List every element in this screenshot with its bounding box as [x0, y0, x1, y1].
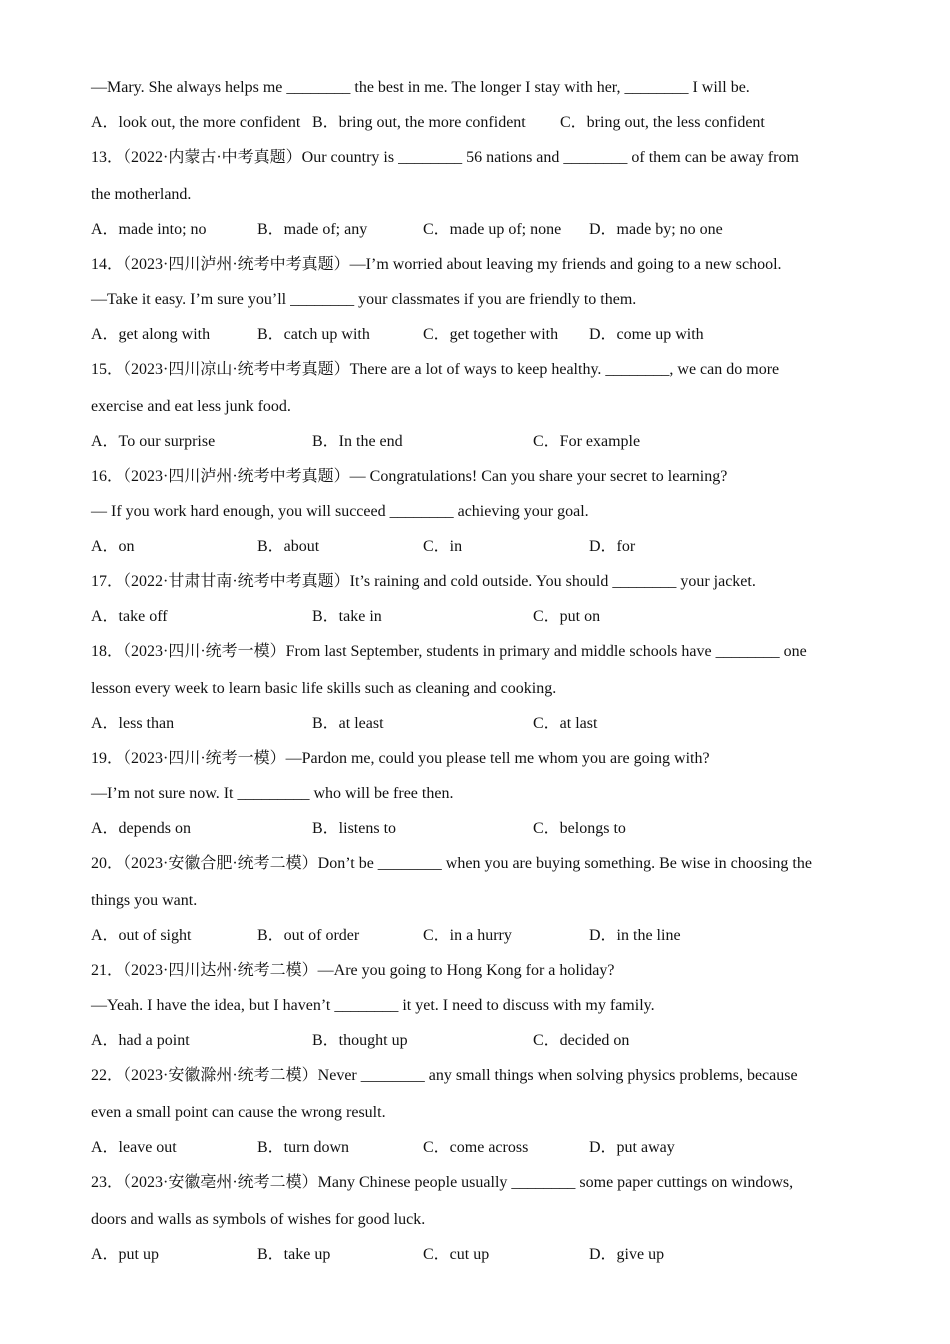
option-a: A．leave out — [91, 1139, 177, 1156]
question-text-line: —Mary. She always helps me ________ the best in me. The longer I stay with her, ________ I will be. — [91, 79, 750, 96]
option-b: B．listens to — [312, 820, 397, 837]
option-a: A．made into; no — [91, 221, 207, 238]
option-b: B．In the end — [312, 433, 403, 450]
option-b: B．made of; any — [257, 221, 368, 238]
option-c: C．made up of; none — [423, 221, 562, 238]
question-text-line: lesson every week to learn basic life skills such as cleaning and cooking. — [91, 680, 557, 697]
option-c: C．in a hurry — [423, 927, 512, 944]
question-text-line: 18．（2023·四川·统考一模）From last September, students in primary and middle schools have ________ one — [91, 643, 807, 660]
option-a: A．less than — [91, 715, 175, 732]
option-c: C．come across — [423, 1139, 529, 1156]
question-text-line: 15．（2023·四川凉山·统考中考真题）There are a lot of ways to keep healthy. ________, we can do more — [91, 361, 780, 378]
question-text-line: —Take it easy. I’m sure you’ll ________ your classmates if you are friendly to them. — [91, 291, 637, 308]
option-b: B．out of order — [257, 927, 360, 944]
option-c: C．cut up — [423, 1246, 490, 1263]
question-text-line: —Yeah. I have the idea, but I haven’t ________ it yet. I need to discuss with my family. — [91, 997, 655, 1014]
option-b: B．catch up with — [257, 326, 370, 343]
question-text-line: the motherland. — [91, 186, 192, 203]
option-a: A．depends on — [91, 820, 191, 837]
option-b: B．bring out, the more confident — [312, 114, 526, 131]
question-text-line: exercise and eat less junk food. — [91, 398, 291, 415]
option-c: C．get together with — [423, 326, 559, 343]
question-text-line: 20．（2023·安徽合肥·统考二模）Don’t be ________ when you are buying something. Be wise in choosing the — [91, 855, 812, 872]
option-c: C．decided on — [533, 1032, 630, 1049]
question-text-line: —I’m not sure now. It _________ who will be free then. — [91, 785, 454, 802]
option-d: D．come up with — [589, 326, 704, 343]
option-a: A．take off — [91, 608, 168, 625]
question-text-line: 22．（2023·安徽滁州·统考二模）Never ________ any small things when solving physics problems, because — [91, 1067, 798, 1084]
question-text-line: doors and walls as symbols of wishes for good luck. — [91, 1211, 426, 1228]
option-d: D．put away — [589, 1139, 675, 1156]
option-a: A．get along with — [91, 326, 211, 343]
option-b: B．thought up — [312, 1032, 408, 1049]
option-b: B．turn down — [257, 1139, 350, 1156]
option-c: C．at last — [533, 715, 598, 732]
option-c: C．bring out, the less confident — [560, 114, 765, 131]
question-text-line: 14．（2023·四川泸州·统考中考真题）—I’m worried about leaving my friends and going to a new school. — [91, 256, 782, 273]
question-text-line: 21．（2023·四川达州·统考二模）—Are you going to Hong Kong for a holiday? — [91, 962, 615, 979]
question-text-line: — If you work hard enough, you will succeed ________ achieving your goal. — [91, 503, 589, 520]
option-b: B．take in — [312, 608, 382, 625]
option-a: A．on — [91, 538, 135, 555]
option-d: D．in the line — [589, 927, 681, 944]
option-b: B．at least — [312, 715, 384, 732]
option-b: B．about — [257, 538, 320, 555]
question-text-line: things you want. — [91, 892, 198, 909]
option-d: D．give up — [589, 1246, 665, 1263]
option-a: A．look out, the more confident — [91, 114, 301, 131]
question-text-line: 23．（2023·安徽亳州·统考二模）Many Chinese people usually ________ some paper cuttings on windows, — [91, 1174, 794, 1191]
option-c: C．put on — [533, 608, 601, 625]
option-c: C．belongs to — [533, 820, 626, 837]
option-d: D．made by; no one — [589, 221, 723, 238]
question-text-line: 17．（2022·甘肃甘南·统考中考真题）It’s raining and cold outside. You should ________ your jacket. — [91, 573, 756, 590]
question-text-line: 13．（2022·内蒙古·中考真题）Our country is ________ 56 nations and ________ of them can be away from — [91, 149, 799, 166]
option-a: A．put up — [91, 1246, 160, 1263]
question-text-line: 19．（2023·四川·统考一模）—Pardon me, could you please tell me whom you are going with? — [91, 750, 710, 767]
option-a: A．out of sight — [91, 927, 192, 944]
option-d: D．for — [589, 538, 636, 555]
option-c: C．in — [423, 538, 463, 555]
option-a: A．had a point — [91, 1032, 190, 1049]
option-c: C．For example — [533, 433, 641, 450]
question-text-line: 16．（2023·四川泸州·统考中考真题）— Congratulations! Can you share your secret to learning? — [91, 468, 728, 485]
question-text-line: even a small point can cause the wrong result. — [91, 1104, 386, 1121]
option-b: B．take up — [257, 1246, 331, 1263]
option-a: A．To our surprise — [91, 433, 216, 450]
